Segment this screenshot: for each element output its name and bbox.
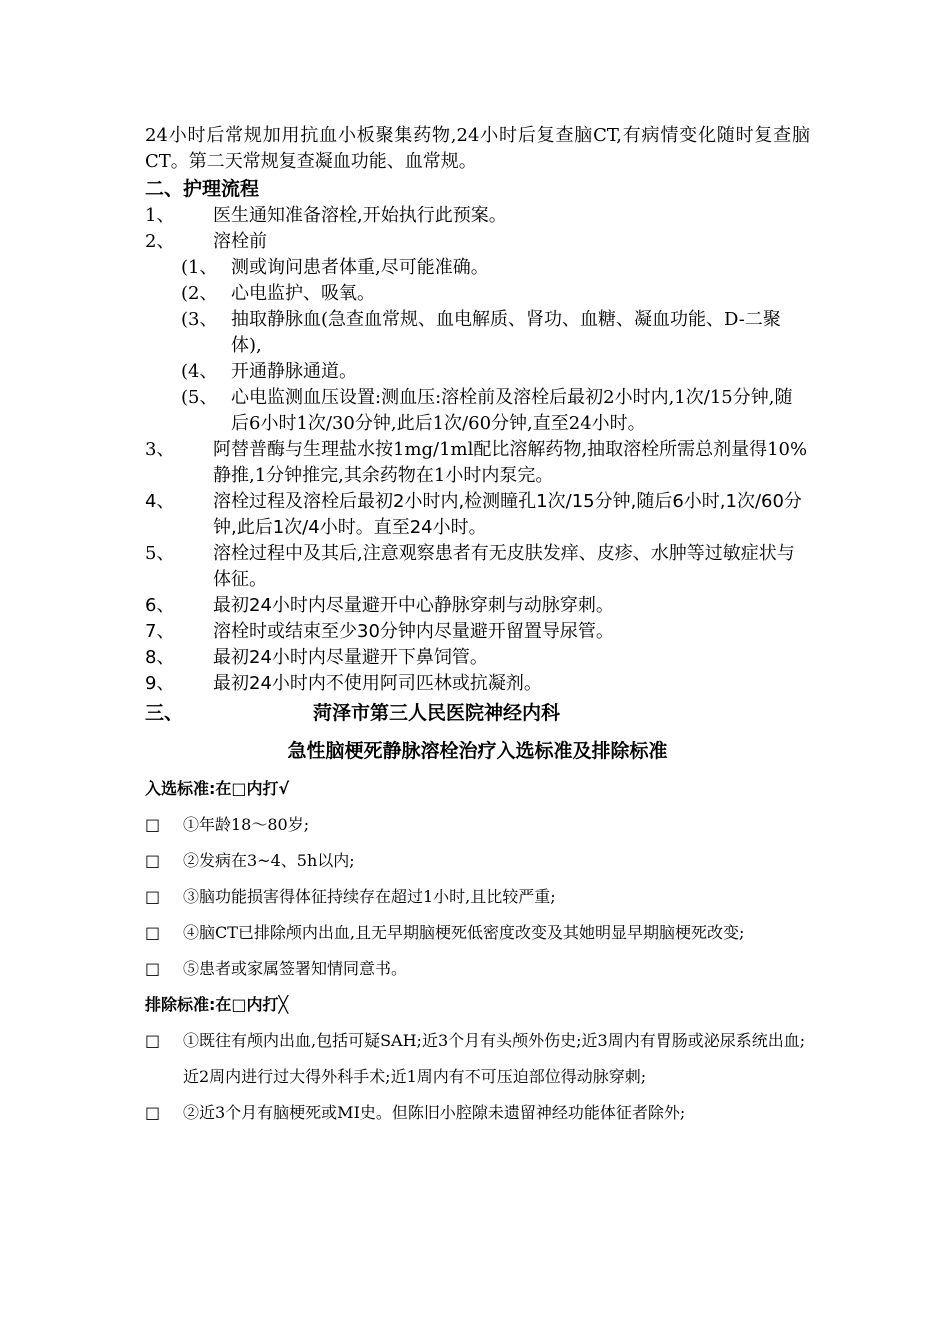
checkbox-icon: □ bbox=[145, 815, 161, 834]
checkbox-icon: □ bbox=[145, 1103, 161, 1122]
sub-item-text: 测或询问患者体重,尽可能准确。 bbox=[231, 257, 489, 278]
sub-item-number: (2、 bbox=[181, 283, 218, 304]
checkbox-icon: □ bbox=[145, 923, 161, 942]
criteria-text: ⑤患者或家属签署知情同意书。 bbox=[183, 959, 408, 978]
sub-item-number: (3、 bbox=[181, 309, 218, 330]
criteria-text: ③脑功能损害得体征持续存在超过1小时,且比较严重; bbox=[183, 887, 556, 906]
criteria-text: ④脑CT已排除颅内出血,且无早期脑梗死低密度改变及其她明显早期脑梗死改变; bbox=[183, 923, 745, 942]
item-number: 5、 bbox=[145, 543, 175, 564]
list-item bbox=[145, 203, 810, 229]
criteria-item bbox=[145, 807, 810, 843]
section3-number: 三、 bbox=[145, 702, 184, 724]
criteria-text: ①年龄18～80岁; bbox=[183, 815, 310, 834]
item-text: 溶栓过程中及其后,注意观察患者有无皮肤发痒、皮疹、水肿等过敏症状与体征。 bbox=[213, 543, 795, 590]
exclusion-label: 排除标准:在□内打╳ bbox=[145, 995, 289, 1014]
list-item bbox=[145, 437, 810, 489]
sub-item-number: (4、 bbox=[181, 361, 218, 382]
sub-item-text: 抽取静脉血(急查血常规、血电解质、肾功、血糖、凝血功能、D-二聚体), bbox=[231, 309, 781, 356]
list-item bbox=[145, 671, 810, 697]
item-text: 最初24小时内尽量避开下鼻饲管。 bbox=[213, 647, 488, 668]
checkbox-icon: □ bbox=[145, 1031, 161, 1050]
sub-list-item bbox=[145, 359, 810, 385]
item-number: 7、 bbox=[145, 621, 175, 642]
item-number: 1、 bbox=[145, 205, 175, 226]
checkbox-icon: □ bbox=[145, 851, 161, 870]
criteria-item bbox=[145, 879, 810, 915]
item-number: 8、 bbox=[145, 647, 175, 668]
item-text: 最初24小时内尽量避开中心静脉穿刺与动脉穿刺。 bbox=[213, 595, 614, 616]
sub-item-text: 心电监测血压设置:测血压:溶栓前及溶栓后最初2小时内,1次/15分钟,随后6小时1次/30分钟,此后1次/60分钟,直至24小时。 bbox=[231, 387, 793, 434]
hospital-name: 菏泽市第三人民医院神经内科 bbox=[313, 702, 561, 724]
criteria-item bbox=[145, 951, 810, 987]
sub-list-item bbox=[145, 307, 810, 359]
item-number: 2、 bbox=[145, 231, 175, 252]
item-text: 溶栓过程及溶栓后最初2小时内,检测瞳孔1次/15分钟,随后6小时,1次/60分钟,此后1次/4小时。直至24小时。 bbox=[213, 491, 802, 538]
item-text: 最初24小时内不使用阿司匹林或抗凝剂。 bbox=[213, 673, 542, 694]
item-number: 9、 bbox=[145, 673, 175, 694]
checkbox-icon: □ bbox=[145, 887, 161, 906]
sub-list-item bbox=[145, 255, 810, 281]
item-text: 溶栓前 bbox=[213, 231, 267, 252]
list-item bbox=[145, 593, 810, 619]
list-item bbox=[145, 619, 810, 645]
sub-item-number: (5、 bbox=[181, 387, 218, 408]
item-number: 3、 bbox=[145, 439, 175, 460]
sub-item-number: (1、 bbox=[181, 257, 218, 278]
list-item bbox=[145, 489, 810, 541]
section3-heading bbox=[145, 699, 810, 727]
list-item bbox=[145, 645, 810, 671]
sub-item-text: 心电监护、吸氧。 bbox=[231, 283, 375, 304]
intro-paragraph: 24小时后常规加用抗血小板聚集药物,24小时后复查脑CT,有病情变化随时复查脑CT。第二天常规复查凝血功能、血常规。 bbox=[145, 125, 810, 172]
item-text: 阿替普酶与生理盐水按1mg/1ml配比溶解药物,抽取溶栓所需总剂量得10%静推,1分钟推完,其余药物在1小时内泵完。 bbox=[213, 439, 808, 486]
item-text: 溶栓时或结束至少30分钟内尽量避开留置导尿管。 bbox=[213, 621, 614, 642]
document-body bbox=[145, 123, 810, 1131]
criteria-item bbox=[145, 1095, 810, 1131]
list-item bbox=[145, 229, 810, 255]
criteria-item bbox=[145, 1023, 810, 1095]
item-text: 医生通知准备溶栓,开始执行此预案。 bbox=[213, 205, 507, 226]
criteria-text: ②发病在3~4、5h以内; bbox=[183, 851, 355, 870]
section2-heading: 二、护理流程 bbox=[145, 178, 260, 200]
inclusion-label: 入选标准:在□内打√ bbox=[145, 779, 290, 798]
criteria-text: ②近3个月有脑梗死或MI史。但陈旧小腔隙未遗留神经功能体征者除外; bbox=[183, 1103, 686, 1122]
sub-list-item bbox=[145, 281, 810, 307]
sub-item-text: 开通静脉通道。 bbox=[231, 361, 357, 382]
item-number: 4、 bbox=[145, 491, 175, 512]
list-item bbox=[145, 541, 810, 593]
sub-list-item bbox=[145, 385, 810, 437]
criteria-title: 急性脑梗死静脉溶栓治疗入选标准及排除标准 bbox=[287, 740, 668, 762]
criteria-text: ①既往有颅内出血,包括可疑SAH;近3个月有头颅外伤史;近3周内有胃肠或泌尿系统出血;近2周内进行过大得外科手术;近1周内有不可压迫部位得动脉穿刺; bbox=[183, 1031, 806, 1086]
criteria-item bbox=[145, 915, 810, 951]
checkbox-icon: □ bbox=[145, 959, 161, 978]
item-number: 6、 bbox=[145, 595, 175, 616]
criteria-item bbox=[145, 843, 810, 879]
